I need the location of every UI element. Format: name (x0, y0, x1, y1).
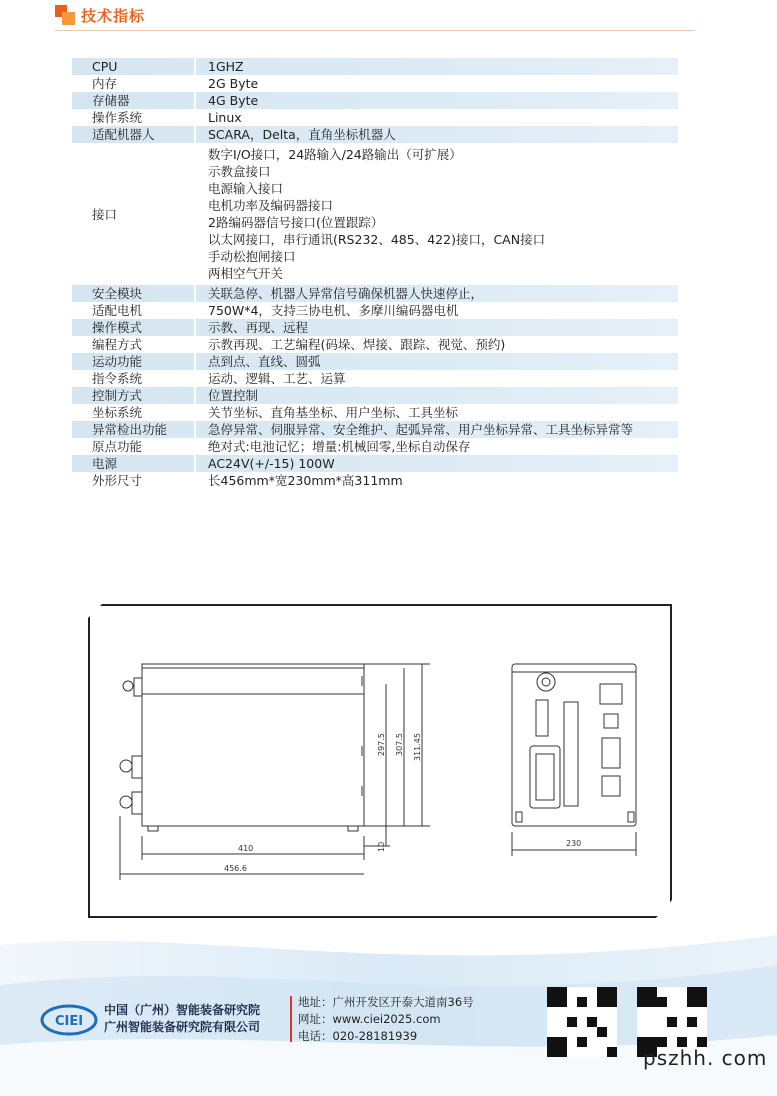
header-divider (55, 30, 695, 31)
dim-456-label: 456.6 (224, 864, 247, 873)
watermark: pszhh. com (643, 1046, 768, 1070)
spec-value (206, 336, 678, 353)
spec-value-line: 以太网接口，串行通讯(RS232、485、422)接口，CAN接口 (208, 232, 546, 247)
column-separator (194, 143, 196, 285)
spec-value-line: 急停异常、伺服异常、安全维护、起弧异常、用户坐标异常、工具坐标异常等 (208, 422, 634, 437)
spec-row (72, 109, 678, 126)
dim-311-label: 311.45 (413, 733, 422, 761)
dim-297-label: 297.5 (377, 733, 386, 756)
section-title: 技术指标 (81, 6, 146, 25)
spec-value (206, 109, 678, 126)
spec-value (206, 92, 678, 109)
spec-row (72, 143, 678, 285)
address-text: 地址：广州开发区开泰大道南36号 (298, 995, 474, 1009)
spec-value-line: 2路编码器信号接口(位置跟踪） (208, 215, 384, 230)
spec-value-line: 点到点、直线、圆弧 (208, 354, 321, 369)
spec-value (206, 370, 678, 387)
spec-value (206, 387, 678, 404)
column-separator (194, 75, 196, 92)
spec-row (72, 472, 678, 489)
spec-key: 指令系统 (92, 371, 143, 386)
spec-row (72, 404, 678, 421)
spec-value-line: SCARA，Delta，直角坐标机器人 (208, 127, 396, 142)
column-separator (194, 438, 196, 455)
spec-row (72, 58, 678, 75)
column-separator (194, 109, 196, 126)
org-name-1: 中国（广州）智能装备研究院 (104, 1003, 261, 1017)
spec-key: 坐标系统 (92, 405, 143, 420)
spec-row (72, 92, 678, 109)
column-separator (194, 92, 196, 109)
spec-row (72, 455, 678, 472)
qr-code-icon (547, 987, 617, 1057)
spec-value-line: 示教再现、工艺编程(码垛、焊接、跟踪、视觉、预约) (208, 337, 506, 352)
spec-row (72, 421, 678, 438)
spec-key: 原点功能 (92, 439, 143, 454)
column-separator (194, 455, 196, 472)
ciei-logo (40, 1004, 98, 1036)
column-separator (194, 302, 196, 319)
spec-value-line: 手动松抱闸接口 (208, 249, 296, 264)
spec-value-line: 2G Byte (208, 76, 259, 91)
spec-key: CPU (92, 59, 118, 74)
spec-value (206, 58, 678, 75)
column-separator (194, 285, 196, 302)
dimension-drawing (90, 606, 670, 916)
column-separator (194, 421, 196, 438)
column-separator (194, 404, 196, 421)
contact-info (298, 994, 474, 1045)
spec-value (206, 146, 678, 282)
spec-value (206, 353, 678, 370)
footer-divider (290, 996, 292, 1042)
spec-row (72, 370, 678, 387)
spec-value-line: 4G Byte (208, 93, 259, 108)
dim-10-label: 10 (377, 841, 386, 852)
spec-value-line: AC24V(+/-15) 100W (208, 456, 335, 471)
dim-307-label: 307.5 (395, 733, 404, 756)
website-link[interactable]: 网址：www.ciei2025.com (298, 1012, 441, 1026)
spec-row (72, 302, 678, 319)
spec-value-line: 关联急停、机器人异常信号确保机器人快速停止， (208, 286, 484, 301)
spec-row (72, 353, 678, 370)
spec-value (206, 75, 678, 92)
spec-key: 外形尺寸 (92, 473, 143, 488)
spec-value (206, 421, 678, 438)
column-separator (194, 58, 196, 75)
org-name-2: 广州智能装备研究院有限公司 (104, 1020, 261, 1034)
spec-row (72, 126, 678, 143)
spec-value (206, 472, 678, 489)
column-separator (194, 336, 196, 353)
column-separator (194, 353, 196, 370)
spec-key: 内存 (92, 76, 118, 91)
spec-value-line: 长456mm*宽230mm*高311mm (208, 473, 403, 488)
spec-value-line: 运动、逻辑、工艺、运算 (208, 371, 346, 386)
column-separator (194, 387, 196, 404)
spec-row (72, 336, 678, 353)
spec-row (72, 438, 678, 455)
spec-key: 存储器 (92, 93, 130, 108)
spec-value-line: 750W*4，支持三协电机、多摩川编码器电机 (208, 303, 459, 318)
dim-410-label: 410 (238, 844, 254, 853)
spec-row (72, 285, 678, 302)
spec-value-line: 示教盒接口 (208, 164, 271, 179)
spec-value-line: Linux (208, 110, 242, 125)
spec-value (206, 302, 678, 319)
section-header (55, 4, 145, 26)
spec-value-line: 关节坐标、直角基坐标、用户坐标、工具坐标 (208, 405, 459, 420)
spec-row (72, 387, 678, 404)
spec-key: 适配电机 (92, 303, 143, 318)
spec-key: 运动功能 (92, 354, 143, 369)
phone-text: 电话：020-28181939 (298, 1029, 418, 1043)
spec-value (206, 126, 678, 143)
spec-value-line: 电源输入接口 (208, 181, 284, 196)
spec-key: 适配机器人 (92, 127, 155, 142)
spec-value (206, 438, 678, 455)
spec-row (72, 319, 678, 336)
spec-row (72, 75, 678, 92)
spec-key: 操作模式 (92, 320, 143, 335)
spec-key: 安全模块 (92, 286, 143, 301)
spec-value-line: 两相空气开关 (208, 266, 284, 281)
spec-key: 编程方式 (92, 337, 143, 352)
drawing-panel (88, 604, 672, 918)
spec-key: 接口 (92, 206, 118, 222)
spec-key: 操作系统 (92, 110, 143, 125)
spec-key: 异常检出功能 (92, 422, 168, 437)
organization-names (104, 1002, 260, 1036)
column-separator (194, 126, 196, 143)
spec-value-line: 位置控制 (208, 388, 259, 403)
spec-value-line: 数字I/O接口，24路输入/24路输出（可扩展） (208, 147, 462, 162)
spec-table (72, 58, 678, 489)
dim-230-label: 230 (566, 839, 582, 848)
spec-value (206, 404, 678, 421)
spec-key: 控制方式 (92, 388, 143, 403)
spec-value (206, 319, 678, 336)
spec-value-line: 示教、再现、远程 (208, 320, 309, 335)
spec-value (206, 285, 678, 302)
spec-value-line: 绝对式:电池记忆；增量:机械回零,坐标自动保存 (208, 439, 471, 454)
column-separator (194, 472, 196, 489)
column-separator (194, 370, 196, 387)
spec-key: 电源 (92, 456, 118, 471)
spec-value-line: 电机功率及编码器接口 (208, 198, 334, 213)
spec-value-line: 1GHZ (208, 59, 244, 74)
section-logo-icon (55, 5, 75, 25)
logo-text: CIEI (54, 1014, 84, 1029)
spec-value (206, 455, 678, 472)
column-separator (194, 319, 196, 336)
